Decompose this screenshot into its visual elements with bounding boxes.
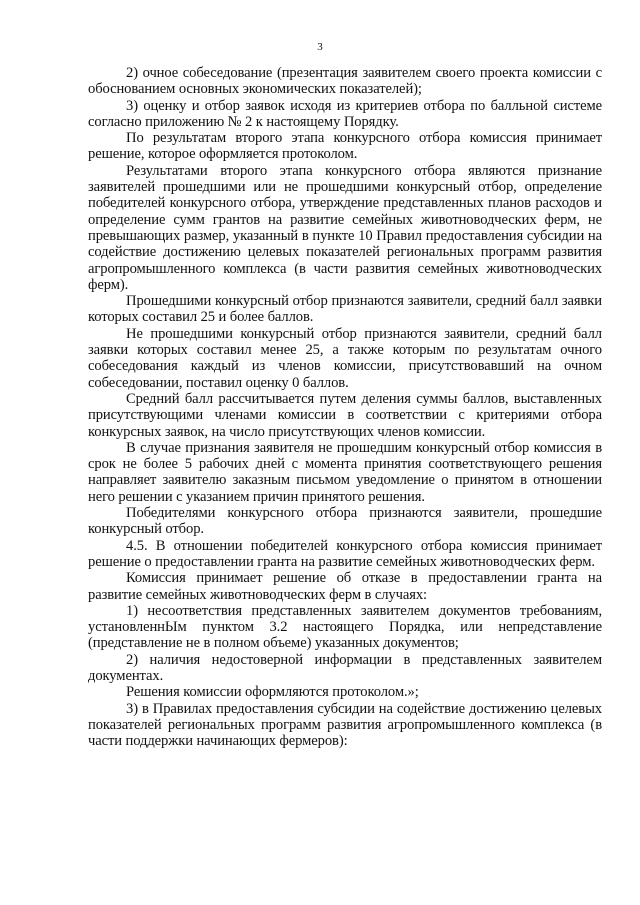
paragraph: Средний балл рассчитывается путем деления суммы баллов, выставленных присутствующими членами комиссии в соответствии с критериями отбора конкурсных заявок, на число присутствующих членов комиссии. xyxy=(88,390,602,440)
paragraph: В случае признания заявителя не прошедшим конкурсный отбор комиссия в срок не более 5 рабочих дней с момента принятия соответствующего решения направляет заявителю заказным письмом уведомление о принятом в отношении него решении с указанием причин принятого решения. xyxy=(88,439,602,505)
paragraph: По результатам второго этапа конкурсного отбора комиссия принимает решение, которое оформляется протоколом. xyxy=(88,130,602,163)
paragraph: Не прошедшими конкурсный отбор признаются заявители, средний балл заявки которых составил менее 25, а также которым по результатам очного собеседования каждый из членов комиссии, присутствовавший на очном собеседовании, поставил оценку 0 баллов. xyxy=(88,325,602,391)
paragraph: Комиссия принимает решение об отказе в предоставлении гранта на развитие семейных животноводческих ферм в случаях: xyxy=(88,570,602,603)
page-number: 3 xyxy=(317,41,323,53)
paragraph: 4.5. В отношении победителей конкурсного отбора комиссия принимает решение о предоставлении гранта на развитие семейных животноводческих ферм. xyxy=(88,537,602,570)
paragraph: 3) оценку и отбор заявок исходя из критериев отбора по балльной системе согласно приложению № 2 к настоящему Порядку. xyxy=(88,97,602,130)
paragraph: 2) очное собеседование (презентация заявителем своего проекта комиссии с обоснованием основных экономических показателей); xyxy=(88,65,602,98)
paragraph: 3) в Правилах предоставления субсидии на содействие достижению целевых показателей региональных программ развития агропромышленного комплекса (в части поддержки начинающих фермеров): xyxy=(88,700,602,750)
paragraph: Прошедшими конкурсный отбор признаются заявители, средний балл заявки которых составил 25 и более баллов. xyxy=(88,293,602,326)
paragraph: Решения комиссии оформляются протоколом.»; xyxy=(126,684,419,701)
paragraph: 1) несоответствия представленных заявителем документов требованиям, установленнЫм пунктом 3.2 настоящего Порядка, или непредставление (представление не в полном объеме) указанных документов; xyxy=(88,602,602,652)
paragraph: Победителями конкурсного отбора признаются заявители, прошедшие конкурсный отбор. xyxy=(88,505,602,538)
paragraph: Результатами второго этапа конкурсного отбора являются признание заявителей прошедшими или не прошедшими конкурсный отбор, определение победителей конкурсного отбора, утверждение представленных планов расходов и определение сумм грантов на развитие семейных животноводческих ферм, не превышающих размер, указанный в пункте 10 Правил предоставления субсидии на содействие достижению целевых показателей региональных программ развития агропромышленного комплекса (в части развития семейных животноводческих ферм). xyxy=(88,162,602,293)
paragraph: 2) наличия недостоверной информации в представленных заявителем документах. xyxy=(88,651,602,684)
document-body xyxy=(88,65,602,749)
